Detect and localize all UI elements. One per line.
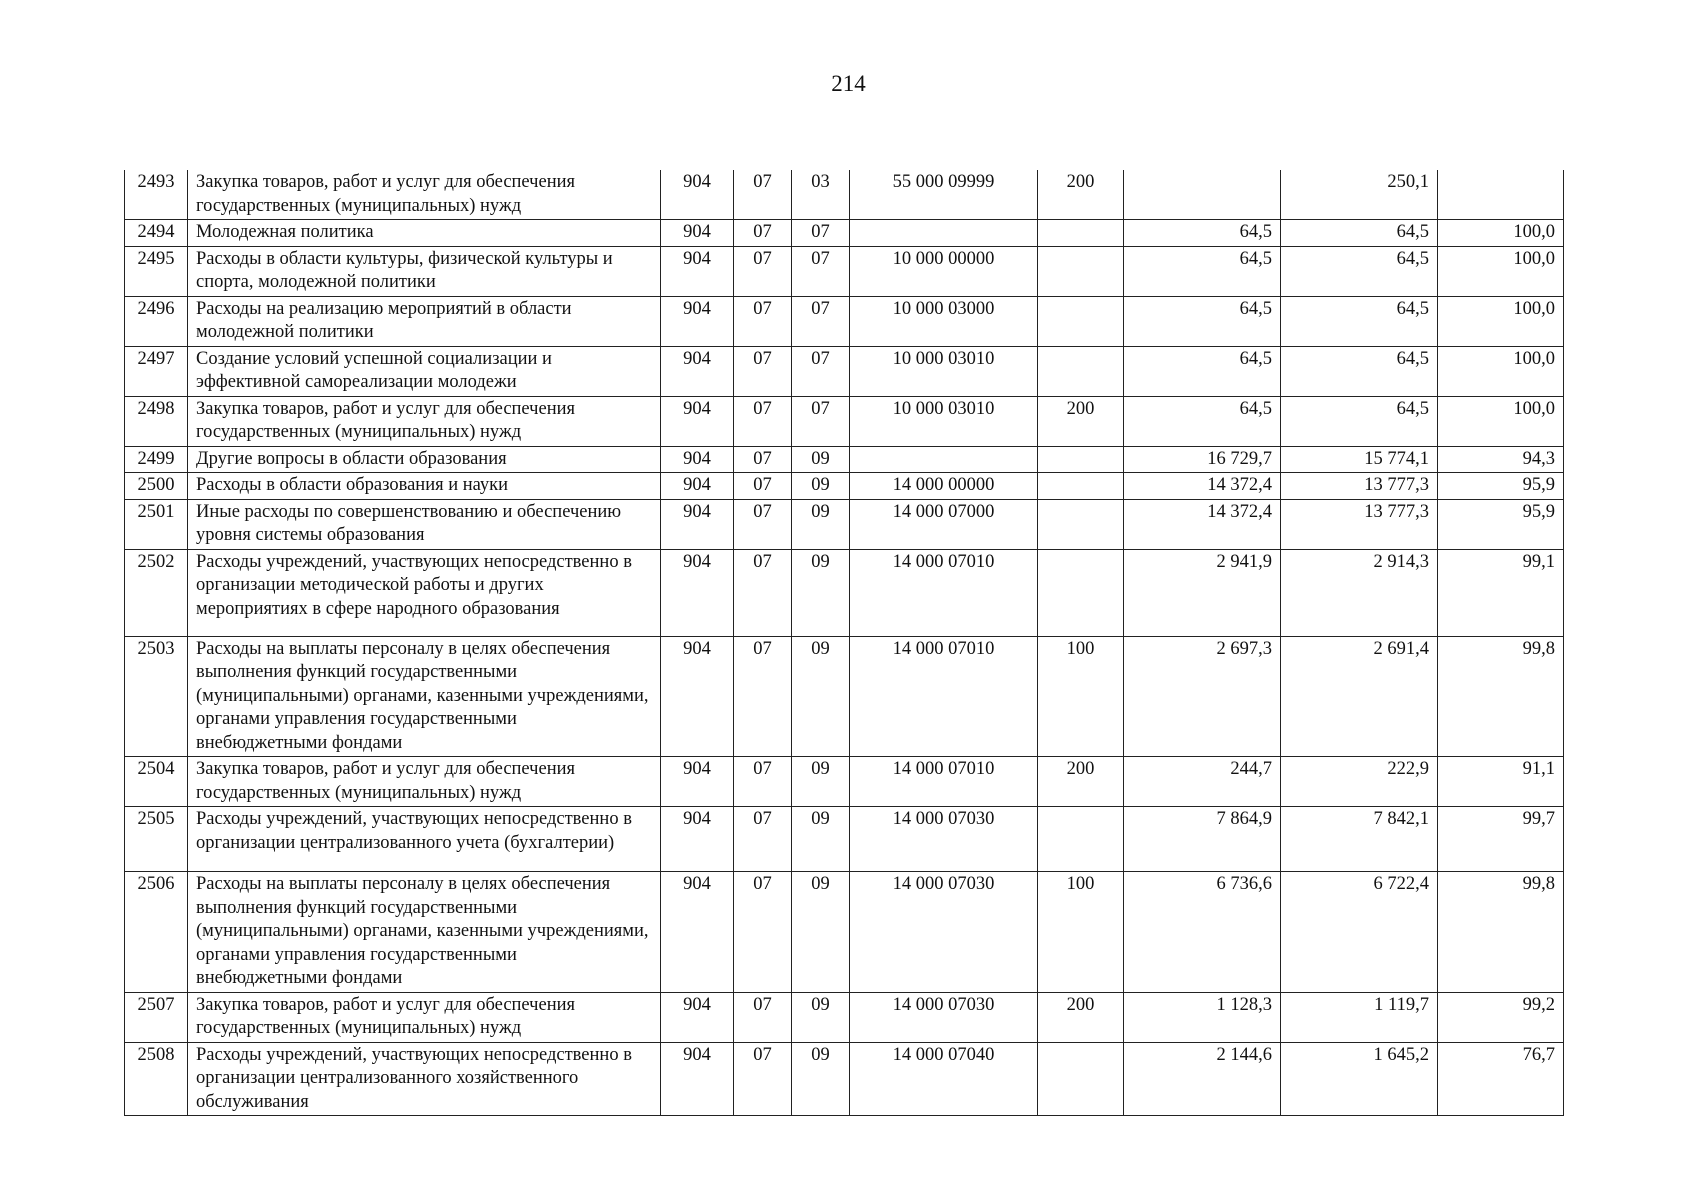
planned-amount-cell: 64,5 bbox=[1124, 296, 1281, 346]
actual-amount-cell: 64,5 bbox=[1281, 396, 1438, 446]
target-article-cell: 10 000 00000 bbox=[850, 246, 1038, 296]
planned-amount-cell: 2 144,6 bbox=[1124, 1042, 1281, 1116]
execution-percent-cell: 99,8 bbox=[1438, 636, 1564, 757]
planned-amount-cell: 7 864,9 bbox=[1124, 807, 1281, 872]
subsection-code-cell: 09 bbox=[792, 549, 850, 636]
execution-percent-cell: 100,0 bbox=[1438, 246, 1564, 296]
planned-amount-cell bbox=[1124, 170, 1281, 220]
section-code-cell: 07 bbox=[734, 872, 792, 993]
row-number-cell: 2499 bbox=[125, 446, 188, 473]
department-code-cell: 904 bbox=[661, 499, 734, 549]
execution-percent-cell: 99,7 bbox=[1438, 807, 1564, 872]
department-code-cell: 904 bbox=[661, 872, 734, 993]
expense-name-cell: Расходы учреждений, участвующих непосредственно в организации методической работы и других мероприятиях в сфере народного образования bbox=[188, 549, 661, 636]
planned-amount-cell: 16 729,7 bbox=[1124, 446, 1281, 473]
row-number-cell: 2496 bbox=[125, 296, 188, 346]
section-code-cell: 07 bbox=[734, 396, 792, 446]
section-code-cell: 07 bbox=[734, 473, 792, 500]
expense-type-cell: 200 bbox=[1038, 757, 1124, 807]
expense-name-cell: Расходы учреждений, участвующих непосредственно в организации централизованного учета (бухгалтерии) bbox=[188, 807, 661, 872]
subsection-code-cell: 09 bbox=[792, 446, 850, 473]
actual-amount-cell: 1 645,2 bbox=[1281, 1042, 1438, 1116]
row-number-cell: 2497 bbox=[125, 346, 188, 396]
subsection-code-cell: 07 bbox=[792, 296, 850, 346]
table-row bbox=[125, 636, 1564, 757]
target-article-cell: 14 000 07010 bbox=[850, 757, 1038, 807]
department-code-cell: 904 bbox=[661, 220, 734, 247]
expense-name-cell: Закупка товаров, работ и услуг для обеспечения государственных (муниципальных) нужд bbox=[188, 992, 661, 1042]
target-article-cell: 10 000 03010 bbox=[850, 396, 1038, 446]
target-article-cell: 14 000 07040 bbox=[850, 1042, 1038, 1116]
actual-amount-cell: 13 777,3 bbox=[1281, 473, 1438, 500]
planned-amount-cell: 64,5 bbox=[1124, 346, 1281, 396]
execution-percent-cell: 76,7 bbox=[1438, 1042, 1564, 1116]
target-article-cell bbox=[850, 220, 1038, 247]
planned-amount-cell: 64,5 bbox=[1124, 396, 1281, 446]
row-number-cell: 2503 bbox=[125, 636, 188, 757]
table-row bbox=[125, 296, 1564, 346]
subsection-code-cell: 09 bbox=[792, 499, 850, 549]
execution-percent-cell: 95,9 bbox=[1438, 473, 1564, 500]
department-code-cell: 904 bbox=[661, 807, 734, 872]
table-row bbox=[125, 872, 1564, 993]
section-code-cell: 07 bbox=[734, 757, 792, 807]
target-article-cell: 10 000 03000 bbox=[850, 296, 1038, 346]
planned-amount-cell: 244,7 bbox=[1124, 757, 1281, 807]
execution-percent-cell: 100,0 bbox=[1438, 220, 1564, 247]
table-row bbox=[125, 346, 1564, 396]
expense-type-cell: 100 bbox=[1038, 636, 1124, 757]
actual-amount-cell: 222,9 bbox=[1281, 757, 1438, 807]
planned-amount-cell: 1 128,3 bbox=[1124, 992, 1281, 1042]
row-number-cell: 2508 bbox=[125, 1042, 188, 1116]
subsection-code-cell: 09 bbox=[792, 473, 850, 500]
row-number-cell: 2501 bbox=[125, 499, 188, 549]
expense-name-cell: Иные расходы по совершенствованию и обеспечению уровня системы образования bbox=[188, 499, 661, 549]
subsection-code-cell: 07 bbox=[792, 346, 850, 396]
row-number-cell: 2504 bbox=[125, 757, 188, 807]
expense-name-cell: Создание условий успешной социализации и эффективной самореализации молодежи bbox=[188, 346, 661, 396]
expense-type-cell bbox=[1038, 1042, 1124, 1116]
department-code-cell: 904 bbox=[661, 396, 734, 446]
subsection-code-cell: 09 bbox=[792, 757, 850, 807]
expense-name-cell: Расходы на выплаты персоналу в целях обеспечения выполнения функций государственными (муниципальными) органами, казенными учреждениями, органами управления государственными внебюджетными фондами bbox=[188, 872, 661, 993]
planned-amount-cell: 2 941,9 bbox=[1124, 549, 1281, 636]
department-code-cell: 904 bbox=[661, 636, 734, 757]
table-row bbox=[125, 220, 1564, 247]
execution-percent-cell: 99,2 bbox=[1438, 992, 1564, 1042]
department-code-cell: 904 bbox=[661, 170, 734, 220]
expense-name-cell: Закупка товаров, работ и услуг для обеспечения государственных (муниципальных) нужд bbox=[188, 757, 661, 807]
expense-type-cell bbox=[1038, 549, 1124, 636]
table-row bbox=[125, 170, 1564, 220]
target-article-cell: 10 000 03010 bbox=[850, 346, 1038, 396]
department-code-cell: 904 bbox=[661, 757, 734, 807]
target-article-cell: 55 000 09999 bbox=[850, 170, 1038, 220]
expense-name-cell: Закупка товаров, работ и услуг для обеспечения государственных (муниципальных) нужд bbox=[188, 396, 661, 446]
row-number-cell: 2500 bbox=[125, 473, 188, 500]
section-code-cell: 07 bbox=[734, 636, 792, 757]
expense-type-cell: 200 bbox=[1038, 992, 1124, 1042]
row-number-cell: 2506 bbox=[125, 872, 188, 993]
execution-percent-cell: 99,8 bbox=[1438, 872, 1564, 993]
subsection-code-cell: 07 bbox=[792, 396, 850, 446]
subsection-code-cell: 09 bbox=[792, 807, 850, 872]
row-number-cell: 2494 bbox=[125, 220, 188, 247]
page-number: 214 bbox=[831, 71, 866, 96]
execution-percent-cell: 100,0 bbox=[1438, 346, 1564, 396]
actual-amount-cell: 13 777,3 bbox=[1281, 499, 1438, 549]
planned-amount-cell: 64,5 bbox=[1124, 246, 1281, 296]
row-number-cell: 2493 bbox=[125, 170, 188, 220]
planned-amount-cell: 14 372,4 bbox=[1124, 473, 1281, 500]
subsection-code-cell: 03 bbox=[792, 170, 850, 220]
expense-type-cell bbox=[1038, 346, 1124, 396]
expense-name-cell: Другие вопросы в области образования bbox=[188, 446, 661, 473]
expense-name-cell: Расходы на реализацию мероприятий в области молодежной политики bbox=[188, 296, 661, 346]
row-number-cell: 2505 bbox=[125, 807, 188, 872]
section-code-cell: 07 bbox=[734, 246, 792, 296]
department-code-cell: 904 bbox=[661, 1042, 734, 1116]
section-code-cell: 07 bbox=[734, 446, 792, 473]
section-code-cell: 07 bbox=[734, 499, 792, 549]
actual-amount-cell: 2 691,4 bbox=[1281, 636, 1438, 757]
execution-percent-cell: 95,9 bbox=[1438, 499, 1564, 549]
table-row bbox=[125, 757, 1564, 807]
subsection-code-cell: 09 bbox=[792, 1042, 850, 1116]
execution-percent-cell: 100,0 bbox=[1438, 396, 1564, 446]
target-article-cell: 14 000 07030 bbox=[850, 807, 1038, 872]
expense-type-cell bbox=[1038, 807, 1124, 872]
section-code-cell: 07 bbox=[734, 296, 792, 346]
table-row bbox=[125, 246, 1564, 296]
section-code-cell: 07 bbox=[734, 549, 792, 636]
actual-amount-cell: 2 914,3 bbox=[1281, 549, 1438, 636]
table-row bbox=[125, 446, 1564, 473]
actual-amount-cell: 250,1 bbox=[1281, 170, 1438, 220]
expense-name-cell: Молодежная политика bbox=[188, 220, 661, 247]
actual-amount-cell: 64,5 bbox=[1281, 346, 1438, 396]
section-code-cell: 07 bbox=[734, 170, 792, 220]
expense-type-cell: 200 bbox=[1038, 170, 1124, 220]
target-article-cell: 14 000 07010 bbox=[850, 636, 1038, 757]
subsection-code-cell: 09 bbox=[792, 872, 850, 993]
row-number-cell: 2498 bbox=[125, 396, 188, 446]
target-article-cell: 14 000 07030 bbox=[850, 992, 1038, 1042]
table-row bbox=[125, 473, 1564, 500]
department-code-cell: 904 bbox=[661, 296, 734, 346]
row-number-cell: 2495 bbox=[125, 246, 188, 296]
expense-name-cell: Расходы на выплаты персоналу в целях обеспечения выполнения функций государственными (муниципальными) органами, казенными учреждениями, органами управления государственными внебюджетными фондами bbox=[188, 636, 661, 757]
department-code-cell: 904 bbox=[661, 346, 734, 396]
table-row bbox=[125, 499, 1564, 549]
planned-amount-cell: 6 736,6 bbox=[1124, 872, 1281, 993]
section-code-cell: 07 bbox=[734, 346, 792, 396]
execution-percent-cell: 91,1 bbox=[1438, 757, 1564, 807]
expense-name-cell: Расходы учреждений, участвующих непосредственно в организации централизованного хозяйственного обслуживания bbox=[188, 1042, 661, 1116]
expense-type-cell bbox=[1038, 499, 1124, 549]
target-article-cell: 14 000 07010 bbox=[850, 549, 1038, 636]
table-row bbox=[125, 396, 1564, 446]
department-code-cell: 904 bbox=[661, 549, 734, 636]
expense-type-cell bbox=[1038, 446, 1124, 473]
target-article-cell: 14 000 00000 bbox=[850, 473, 1038, 500]
actual-amount-cell: 64,5 bbox=[1281, 296, 1438, 346]
row-number-cell: 2507 bbox=[125, 992, 188, 1042]
section-code-cell: 07 bbox=[734, 992, 792, 1042]
actual-amount-cell: 7 842,1 bbox=[1281, 807, 1438, 872]
actual-amount-cell: 6 722,4 bbox=[1281, 872, 1438, 993]
expense-name-cell: Закупка товаров, работ и услуг для обеспечения государственных (муниципальных) нужд bbox=[188, 170, 661, 220]
table-row bbox=[125, 1042, 1564, 1116]
execution-percent-cell: 99,1 bbox=[1438, 549, 1564, 636]
expense-name-cell: Расходы в области образования и науки bbox=[188, 473, 661, 500]
target-article-cell: 14 000 07000 bbox=[850, 499, 1038, 549]
target-article-cell bbox=[850, 446, 1038, 473]
execution-percent-cell bbox=[1438, 170, 1564, 220]
table-row bbox=[125, 549, 1564, 636]
expense-type-cell bbox=[1038, 473, 1124, 500]
table-body bbox=[125, 170, 1564, 1116]
subsection-code-cell: 09 bbox=[792, 636, 850, 757]
expense-type-cell bbox=[1038, 220, 1124, 247]
execution-percent-cell: 94,3 bbox=[1438, 446, 1564, 473]
section-code-cell: 07 bbox=[734, 1042, 792, 1116]
department-code-cell: 904 bbox=[661, 992, 734, 1042]
department-code-cell: 904 bbox=[661, 446, 734, 473]
row-number-cell: 2502 bbox=[125, 549, 188, 636]
actual-amount-cell: 15 774,1 bbox=[1281, 446, 1438, 473]
planned-amount-cell: 2 697,3 bbox=[1124, 636, 1281, 757]
expense-name-cell: Расходы в области культуры, физической культуры и спорта, молодежной политики bbox=[188, 246, 661, 296]
subsection-code-cell: 07 bbox=[792, 246, 850, 296]
expense-type-cell: 200 bbox=[1038, 396, 1124, 446]
target-article-cell: 14 000 07030 bbox=[850, 872, 1038, 993]
execution-percent-cell: 100,0 bbox=[1438, 296, 1564, 346]
expense-type-cell: 100 bbox=[1038, 872, 1124, 993]
expense-type-cell bbox=[1038, 246, 1124, 296]
actual-amount-cell: 64,5 bbox=[1281, 220, 1438, 247]
expense-type-cell bbox=[1038, 296, 1124, 346]
planned-amount-cell: 14 372,4 bbox=[1124, 499, 1281, 549]
subsection-code-cell: 09 bbox=[792, 992, 850, 1042]
budget-table bbox=[124, 170, 1564, 1116]
table-row bbox=[125, 992, 1564, 1042]
actual-amount-cell: 1 119,7 bbox=[1281, 992, 1438, 1042]
department-code-cell: 904 bbox=[661, 246, 734, 296]
table-row bbox=[125, 807, 1564, 872]
planned-amount-cell: 64,5 bbox=[1124, 220, 1281, 247]
subsection-code-cell: 07 bbox=[792, 220, 850, 247]
actual-amount-cell: 64,5 bbox=[1281, 246, 1438, 296]
department-code-cell: 904 bbox=[661, 473, 734, 500]
section-code-cell: 07 bbox=[734, 220, 792, 247]
section-code-cell: 07 bbox=[734, 807, 792, 872]
